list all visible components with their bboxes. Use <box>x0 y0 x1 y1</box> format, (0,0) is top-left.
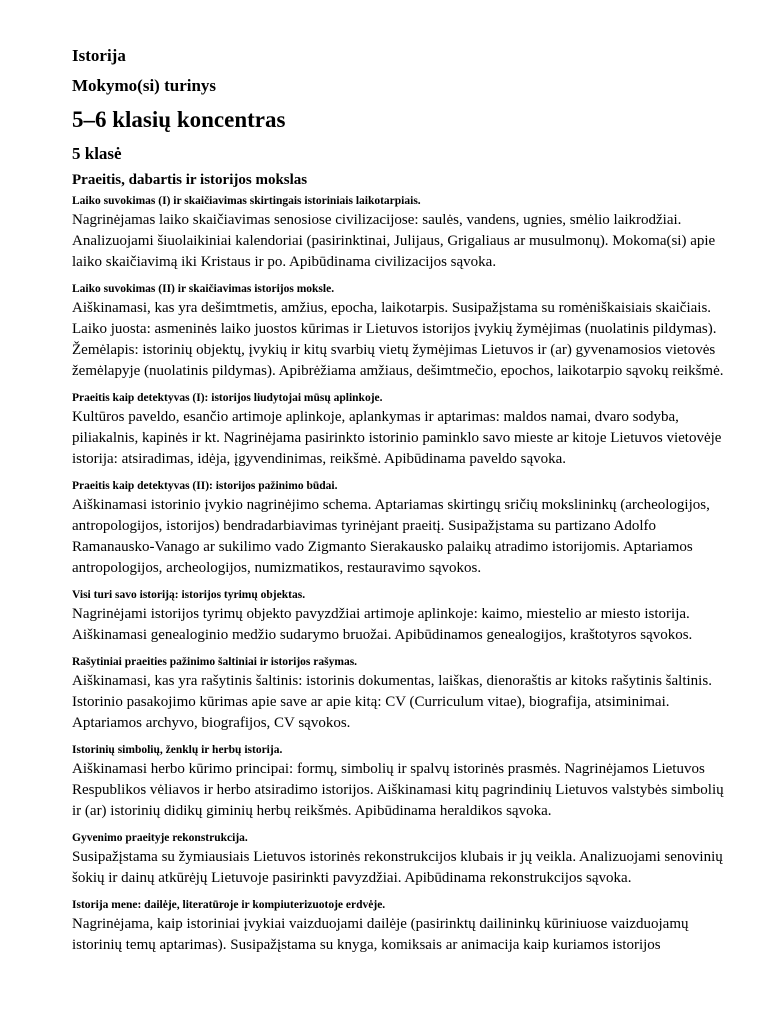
subject-heading: Istorija <box>72 46 126 65</box>
topic-line: žemėlapyje (nuolatinis pildymas). Apibrėžiama amžiaus, dešimtmečio, epochos, laikotarpio sąvokų reikšmė. <box>72 363 724 379</box>
topic-text <box>72 495 732 579</box>
topic-text <box>72 298 732 382</box>
topic-title: Visi turi savo istoriją: istorijos tyrimų objektas. <box>72 589 306 601</box>
topic-line: Aiškinamasi, kas yra dešimtmetis, amžius, epocha, laikotarpis. Susipažįstama su romėniškaisiais skaičiais. <box>72 300 712 316</box>
topic-text <box>72 407 732 470</box>
topic-text <box>72 671 732 734</box>
topic-line: istorinių temų aptarimas). Susipažįstama su knyga, komiksais ar animacija kaip kuriamos istorijos <box>72 937 661 953</box>
topic-title: Istorija mene: dailėje, literatūroje ir kompiuterizuotoje erdvėje. <box>72 899 386 911</box>
topic-line: Nagrinėjamas laiko skaičiavimas senosiose civilizacijose: saulės, vandens, ugnies, smėlio laikrodžiai. <box>72 212 682 228</box>
topic-title: Laiko suvokimas (I) ir skaičiavimas skirtingais istoriniais laikotarpiais. <box>72 195 421 207</box>
grade-heading: 5 klasė <box>72 144 122 163</box>
topic-title: Istorinių simbolių, ženklų ir herbų istorija. <box>72 744 283 756</box>
topic-item <box>72 588 732 646</box>
topic-line: Susipažįstama su žymiausiais Lietuvos istorinės rekonstrukcijos klubais ir jų veikla. Analizuojami senovinių <box>72 849 723 865</box>
topic-title: Rašytiniai praeities pažinimo šaltiniai ir istorijos rašymas. <box>72 656 358 668</box>
topic-text <box>72 914 732 956</box>
topic-line: Ramanausko-Vanago ar sukilimo vado Zigmanto Sierakausko palaikų atradimo istorijomis. Aptariamos <box>72 539 693 555</box>
topic-item <box>72 743 732 822</box>
topic-line: Nagrinėjami istorijos tyrimų objekto pavyzdžiai artimoje aplinkoje: kaimo, miestelio ar miesto istorija. <box>72 606 690 622</box>
topic-line: piliakalnis, kapinės ir kt. Nagrinėjama pasirinkto istorinio paminklo savo mieste ar kitoje Lietuvos vietovėje <box>72 430 722 446</box>
topic-line: Aptariamos archyvo, biografijos, CV sąvokos. <box>72 715 351 731</box>
topic-item <box>72 391 732 470</box>
topic-line: Respublikos vėliavos ir herbo atsiradimo istorijos. Aiškinamasi kitų pagrindinių Lietuvos valstybės simbolių <box>72 782 724 798</box>
topic-title: Praeitis kaip detektyvas (II): istorijos pažinimo būdai. <box>72 480 338 492</box>
topic-title: Gyvenimo praeityje rekonstrukcija. <box>72 832 248 844</box>
topic-line: Kultūros paveldo, esančio artimoje aplinkoje, aplankymas ir aptarimas: maldos namai, dvaro sodyba, <box>72 409 679 425</box>
topic-line: Nagrinėjama, kaip istoriniai įvykiai vaizduojami dailėje (pasirinktų dailininkų kūriniuose vaizduojamų <box>72 916 689 932</box>
topics-list <box>72 194 732 956</box>
content-heading: Mokymo(si) turinys <box>72 76 217 95</box>
topic-line: Analizuojami šiuolaikiniai kalendoriai (pasirinktinai, Julijaus, Grigaliaus ar musulmonų). Mokoma(si) apie <box>72 233 716 249</box>
section-heading: Praeitis, dabartis ir istorijos mokslas <box>72 172 308 188</box>
topic-line: istorija: atsiradimas, idėja, įgyvendinimas, reikšmė. Apibūdinama paveldo sąvoka. <box>72 451 567 467</box>
document-page <box>72 46 732 965</box>
topic-title: Laiko suvokimas (II) ir skaičiavimas istorijos moksle. <box>72 283 335 295</box>
topic-line: Aiškinamasi genealoginio medžio sudarymo bruožai. Apibūdinamos genealogijos, kraštotyros sąvokos. <box>72 627 693 643</box>
topic-item <box>72 194 732 273</box>
topic-item <box>72 831 732 889</box>
topic-line: Aiškinamasi istorinio įvykio nagrinėjimo schema. Aptariamas skirtingų sričių mokslininkų (archeologijos, <box>72 497 710 513</box>
topic-line: antropologijos, archeologijos, numizmatikos, restauravimo sąvokos. <box>72 560 482 576</box>
topic-line: Aiškinamasi, kas yra rašytinis šaltinis: istorinis dokumentas, laiškas, dienoraštis ar kitoks rašytinis šaltinis. <box>72 673 712 689</box>
topic-line: laiko skaičiavimą iki Kristaus ir po. Apibūdinama civilizacijos sąvoka. <box>72 254 497 270</box>
topic-line: Laiko juosta: asmeninės laiko juostos kūrimas ir Lietuvos istorijos įvykių žymėjimas (nuolatinis pildymas). <box>72 321 717 337</box>
topic-line: šokių ir dainų atkūrėjų Lietuvoje pasirinkti pavyzdžiai. Apibūdinama rekonstrukcijos sąvoka. <box>72 870 632 886</box>
topic-line: ir (ar) istorinių didikų giminių herbų reikšmės. Apibūdinama heraldikos sąvoka. <box>72 803 552 819</box>
topic-title: Praeitis kaip detektyvas (I): istorijos liudytojai mūsų aplinkoje. <box>72 392 383 404</box>
topic-text <box>72 847 732 889</box>
topic-text <box>72 604 732 646</box>
topic-line: antropologijos, istorijos) bendradarbiavimas tyrinėjant praeitį. Susipažįstama su partizano Adolfo <box>72 518 657 534</box>
topic-line: Žemėlapis: istorinių objektų, įvykių ir kitų svarbių vietų žymėjimas Lietuvos ir (ar) gyvenamosios vietovės <box>72 342 716 358</box>
topic-item <box>72 898 732 956</box>
topic-item <box>72 282 732 382</box>
topic-text <box>72 759 732 822</box>
concentr-heading: 5–6 klasių koncentras <box>72 107 286 132</box>
topic-text <box>72 210 732 273</box>
topic-line: Aiškinamasi herbo kūrimo principai: formų, simbolių ir spalvų istorinės prasmės. Nagrinėjamos Lietuvos <box>72 761 705 777</box>
topic-item <box>72 655 732 734</box>
topic-item <box>72 479 732 579</box>
topic-line: Istorinio pasakojimo kūrimas apie save ar apie kitą: CV (Curriculum vitae), biografija, atsiminimai. <box>72 694 670 710</box>
